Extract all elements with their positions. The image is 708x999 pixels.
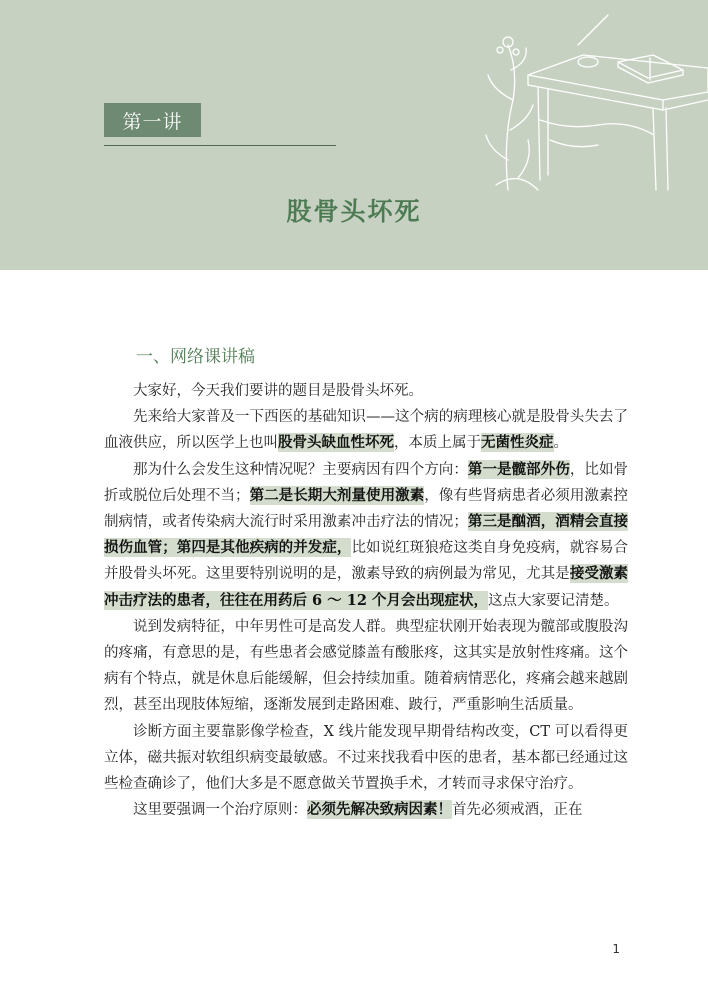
text-run: 那为什么会发生这种情况呢？主要病因有四个方向：: [133, 461, 468, 478]
text-run: 说到发病特征，中年男性可是高发人群。典型症状刚开始表现为髋部或腹股沟的疼痛，有意思的是，有些患者会感觉膝盖有酸胀疼，这其实是放射性疼痛。这个病有个特点，就是休息后能缓解，但会持续加重。随着病情恶化，疼痛会越来越剧烈，甚至出现肢体短缩，逐渐发展到走路困难、跛行，严重影响生活质量。: [104, 618, 628, 714]
highlighted-text: 第一是髋部外伤: [467, 460, 570, 478]
section-heading: 一、网络课讲稿: [136, 347, 255, 367]
paragraph: [104, 404, 628, 456]
text-run: ，本质上属于: [394, 435, 481, 452]
text-run: 。: [553, 435, 568, 452]
paragraph: [104, 378, 628, 404]
text-run: 比如说红斑狼疮这类自身免疫病，就容易合并股骨头坏死。这里要特别说明的是，激素导致的病例最为常见，尤其是: [104, 540, 629, 583]
highlighted-text: 必须先解决致病因素！: [307, 801, 452, 819]
paragraph: [104, 797, 628, 823]
highlighted-text: 接受激素冲击疗法的患者，往往在用药后 6 ～ 12 个月会出现症状，: [104, 565, 628, 609]
text-run: 大家好，今天我们要讲的题目是股骨头坏死。: [133, 383, 423, 399]
paragraph: [104, 614, 628, 719]
page-number: 1: [612, 942, 620, 956]
paragraph: [104, 719, 628, 798]
text-run: 这里要强调一个治疗原则：: [133, 802, 307, 819]
highlighted-text: 第二是长期大剂量使用激素: [249, 486, 425, 504]
text-run: ，比如骨折或脱位后处理不当；: [104, 461, 629, 504]
text-run: 这点大家要记清楚。: [487, 592, 619, 609]
text-run: ，像有些肾病患者必须用激素控制病情，或者传染病大流行时采用激素冲击疗法的情况；: [104, 487, 629, 531]
paragraph: [104, 457, 628, 614]
lecture-label: 第一讲: [104, 103, 201, 137]
chapter-title: 股骨头坏死: [286, 197, 422, 226]
text-run: 首先必须戒酒，正在: [452, 802, 583, 819]
text-run: 先来给大家普及一下西医的基础知识——这个病的病理核心就是股骨头失去了血液供应，所以医学上也叫: [104, 409, 628, 452]
lecture-divider: [104, 145, 336, 146]
body-text: [104, 378, 628, 823]
highlighted-text: 第三是酗酒，酒精会直接损伤血管；第四是其他疾病的并发症，: [104, 513, 629, 557]
text-run: 诊断方面主要靠影像学检查，X 线片能发现早期骨结构改变，CT 可以看得更立体，磁共振对软组织病变最敏感。不过来找我看中医的患者，基本都已经通过这些检查确诊了，他们大多是不愿意做关节置换手术，才转而寻求保守治疗。: [104, 723, 628, 793]
highlighted-text: 股骨头缺血性坏死: [278, 434, 394, 452]
table-book-ink-illustration: [478, 0, 708, 200]
highlighted-text: 无菌性炎症: [481, 434, 554, 452]
